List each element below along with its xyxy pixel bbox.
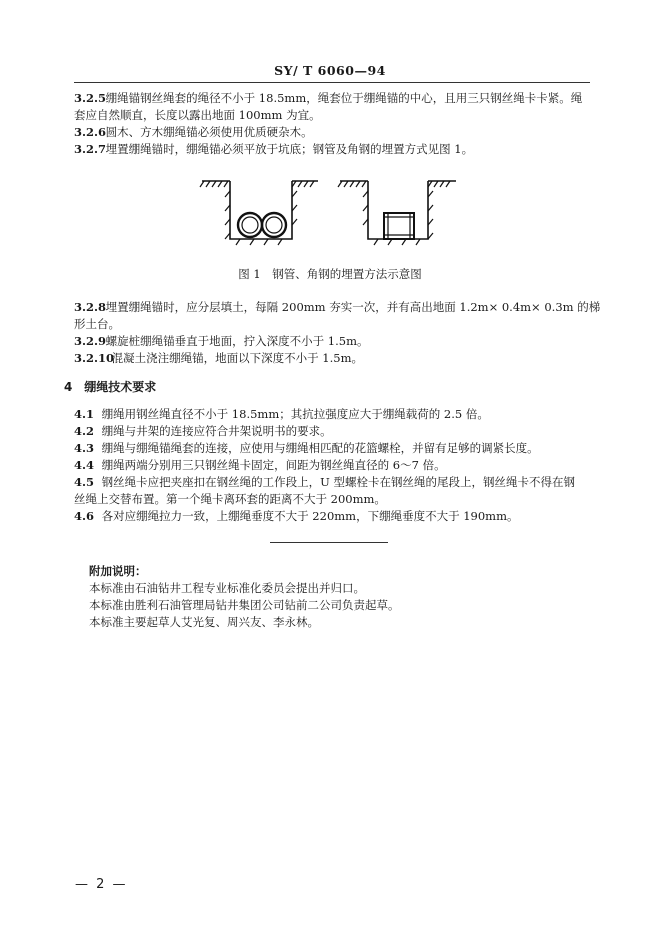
end-rule	[270, 542, 388, 543]
appendix-line: 本标准由胜利石油管理局钻井集团公司钻前二公司负责起草。	[89, 598, 400, 612]
appendix-title: 附加说明：	[89, 564, 147, 578]
burial-diagram	[0, 175, 660, 255]
clause-line: 4.4 绷绳两端分别用三只钢丝绳卡固定，间距为钢丝绳直径的 6～7 倍。	[74, 458, 446, 472]
clause-line: 3.2.10 混凝土浇注绷绳锚，地面以下深度不小于 1.5m。	[74, 351, 364, 365]
clause-line: 形土台。	[74, 317, 120, 331]
clause-line: 套应自然顺直，长度以露出地面 100mm 为宜。	[74, 108, 321, 122]
clause-line: 丝绳上交替布置。第一个绳卡离环套的距离不大于 200mm。	[74, 492, 386, 506]
clause-line: 3.2.9 螺旋桩绷绳锚垂直于地面，拧入深度不小于 1.5m。	[74, 334, 369, 348]
clause-line: 3.2.7 埋置绷绳锚时，绷绳锚必须平放于坑底；钢管及角钢的埋置方式见图 1。	[74, 142, 474, 156]
clause-line: 4.1 绷绳用钢丝绳直径不小于 18.5mm；其抗拉强度应大于绷绳载荷的 2.5 倍。	[74, 407, 489, 421]
clause-line: 3.2.6 圆木、方木绷绳锚必须使用优质硬杂木。	[74, 125, 313, 139]
header-rule	[74, 82, 590, 83]
clause-line: 4.6 各对应绷绳拉力一致，上绷绳垂度不大于 220mm，下绷绳垂度不大于 190mm。	[74, 509, 519, 523]
page-header: SY/ T 6060—94	[274, 63, 386, 78]
clause-line: 4.5 钢丝绳卡应把夹座扣在钢丝绳的工作段上，U 型螺栓卡在钢丝绳的尾段上，钢丝绳卡不得在钢	[74, 475, 575, 489]
clause-line: 4.2 绷绳与井架的连接应符合井架说明书的要求。	[74, 424, 332, 438]
appendix-line: 本标准由石油钻井工程专业标准化委员会提出并归口。	[89, 581, 365, 595]
figure-1	[0, 175, 660, 255]
clause-line: 3.2.5 绷绳锚钢丝绳套的绳径不小于 18.5mm，绳套位于绷绳锚的中心，且用三只钢丝绳卡卡紧。绳	[74, 91, 583, 105]
section-heading: 4 绷绳技术要求	[64, 380, 157, 394]
clause-line: 4.3 绷绳与绷绳锚绳套的连接，应使用与绷绳相匹配的花篮螺栓，并留有足够的调紧长度。	[74, 441, 539, 455]
appendix-line: 本标准主要起草人艾光复、周兴友、李永林。	[89, 615, 319, 629]
clause-line: 3.2.8 埋置绷绳锚时，应分层填土，每隔 200mm 夯实一次，并有高出地面 1.2m× 0.4m× 0.3m 的梯	[74, 300, 601, 314]
page-number: — 2 —	[75, 877, 128, 892]
figure-caption: 图 1 钢管、角钢的埋置方法示意图	[238, 267, 422, 281]
